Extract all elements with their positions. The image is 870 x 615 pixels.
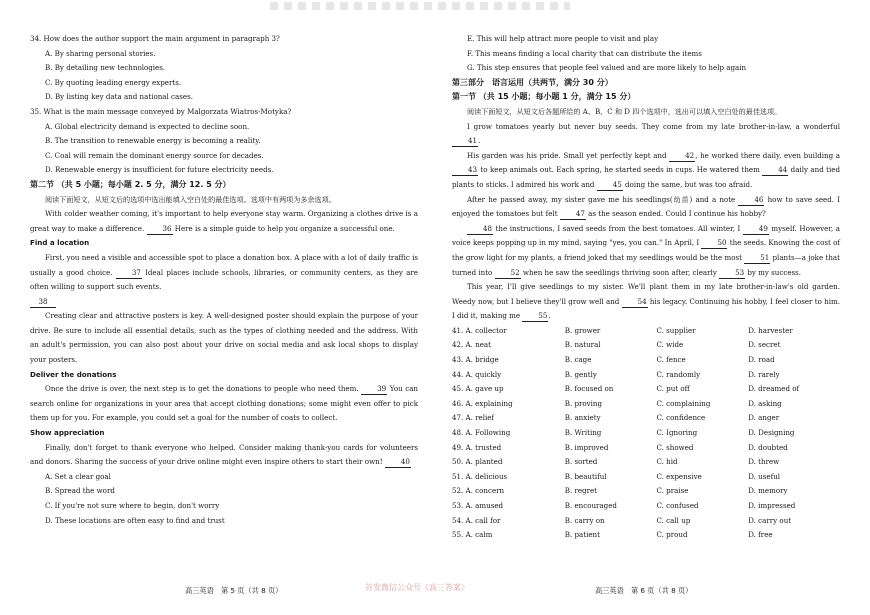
cloze-options-table bbox=[452, 324, 840, 543]
cloze-option[interactable]: B. anxiety bbox=[564, 413, 601, 423]
watermark-text: 首发微信公众号《高三答案》 bbox=[365, 583, 469, 592]
paragraph-appreciation: Finally, don't forget to thank everyone who helped. Consider making thank-you cards for volunteers and donors. Sharing the success of your drive online might even inspire others to start their own! 40 bbox=[30, 442, 418, 467]
part-3-title: 第三部分 语言运用（共两节，满分 30 分） bbox=[452, 77, 613, 87]
cloze-option-row bbox=[452, 528, 840, 543]
cloze-option[interactable]: D. doubted bbox=[748, 442, 788, 452]
cloze-option[interactable]: B. natural bbox=[564, 340, 601, 350]
blank-44[interactable]: 44 bbox=[762, 164, 788, 176]
blank-43[interactable]: 43 bbox=[452, 164, 478, 176]
choice-option: A. Set a clear goal bbox=[45, 471, 111, 481]
cloze-option[interactable]: C. proud bbox=[656, 530, 688, 540]
blank-37[interactable]: 37 bbox=[116, 267, 142, 279]
cloze-option[interactable]: B. beautiful bbox=[564, 471, 607, 481]
blank-41[interactable]: 41 bbox=[452, 135, 478, 147]
cloze-option[interactable]: B. proving bbox=[564, 398, 603, 408]
cloze-option[interactable]: D. memory bbox=[748, 486, 788, 496]
choice-option: F. This means finding a local charity that can distribute the items bbox=[467, 48, 702, 58]
cloze-option[interactable]: 54. A. call for bbox=[452, 515, 501, 525]
blank-50[interactable]: 50 bbox=[701, 237, 727, 249]
blank-48[interactable]: 48 bbox=[467, 223, 493, 235]
question-35-stem: 35. What is the main message conveyed by Malgorzata Wiatros-Motyka? bbox=[30, 106, 292, 116]
cloze-option[interactable]: C. wide bbox=[656, 340, 684, 350]
cloze-option[interactable]: C. praise bbox=[656, 486, 689, 496]
cloze-option[interactable]: 48. A. Following bbox=[452, 428, 511, 438]
cloze-option-row bbox=[452, 324, 840, 339]
cloze-option[interactable]: D. useful bbox=[748, 471, 781, 481]
cloze-option[interactable]: D. secret bbox=[748, 340, 781, 350]
question-34-option: B. By detailing new technologies. bbox=[45, 63, 166, 73]
choice-option: G. This step ensures that people feel valued and are more likely to help again bbox=[467, 63, 747, 73]
choice-option: C. If you're not sure where to begin, don't worry bbox=[45, 501, 220, 510]
choice-option: B. Spread the word bbox=[45, 486, 115, 496]
blank-39[interactable]: 39 bbox=[361, 383, 387, 395]
cloze-option[interactable]: C. complaining bbox=[656, 398, 711, 408]
section-2-title: 第二节 （共 5 小题；每小题 2. 5 分，满分 12. 5 分） bbox=[30, 179, 231, 189]
blank-51[interactable]: 51 bbox=[744, 252, 770, 264]
blank-54[interactable]: 54 bbox=[622, 296, 648, 308]
cloze-option[interactable]: B. regret bbox=[564, 486, 598, 496]
cloze-option[interactable]: 53. A. amused bbox=[452, 501, 504, 510]
cloze-option[interactable]: B. sorted bbox=[564, 457, 598, 467]
story-paragraph-1: I grow tomatoes yearly but never buy seeds. They come from my late brother-in-law, a wonderful 41. bbox=[452, 120, 840, 149]
cloze-option[interactable]: 43. A. bridge bbox=[452, 355, 499, 365]
cloze-option[interactable]: C. confused bbox=[656, 501, 699, 510]
section-1-title: 第一节 （共 15 小题；每小题 1 分，满分 15 分） bbox=[452, 92, 636, 102]
paragraph-deliver: Once the drive is over, the next step is to get the donations to people who need them. 39 You can search online for organizations in your area that accept clothing donations; some might even offer to pick them up for you. For example, you could set a goal for the number of coats to collect. bbox=[30, 384, 418, 423]
cloze-option[interactable]: 50. A. planted bbox=[452, 457, 503, 467]
cloze-option[interactable]: B. grower bbox=[564, 325, 601, 335]
heading-deliver-donations: Deliver the donations bbox=[30, 369, 117, 379]
cloze-option[interactable]: C. expensive bbox=[656, 471, 702, 481]
cloze-option[interactable]: C. hid bbox=[656, 457, 678, 467]
question-34-option: C. By quoting leading energy experts. bbox=[45, 77, 182, 87]
cloze-option[interactable]: C. Ignoring bbox=[656, 428, 698, 438]
cloze-option[interactable]: B. focused on bbox=[564, 384, 614, 394]
page-footer-right: 高三英语 第 6 页（共 8 页） bbox=[595, 586, 693, 595]
blank-45[interactable]: 45 bbox=[597, 179, 623, 191]
right-column bbox=[452, 32, 840, 543]
blank-46[interactable]: 46 bbox=[738, 194, 764, 206]
blank-47[interactable]: 47 bbox=[560, 208, 586, 220]
cloze-option-row bbox=[452, 368, 840, 383]
heading-show-appreciation: Show appreciation bbox=[30, 428, 105, 438]
cloze-option-row bbox=[452, 441, 840, 456]
cloze-option-row bbox=[452, 426, 840, 441]
cloze-option[interactable]: C. supplier bbox=[656, 325, 696, 335]
cloze-option[interactable]: B. carry on bbox=[564, 515, 605, 525]
blank-52[interactable]: 52 bbox=[495, 267, 521, 279]
cloze-option-row bbox=[452, 455, 840, 470]
blank-36[interactable]: 36 bbox=[147, 223, 173, 235]
cloze-option[interactable]: 52. A. concern bbox=[452, 486, 505, 496]
story-paragraph-5: This year, I'll give seedlings to my sister. We'll plant them in my late brother-in-law's old garden. Weedy now, but I believe they'll grow well and 54 his legacy. Continuing his hobby, I feel closer to him. I did it, making me 55. bbox=[452, 282, 840, 321]
cloze-option-row bbox=[452, 338, 840, 353]
cloze-option[interactable]: 46. A. explaining bbox=[452, 398, 513, 408]
cloze-option[interactable]: C. randomly bbox=[656, 369, 701, 379]
cloze-option[interactable]: D. dreamed of bbox=[748, 384, 800, 394]
cloze-option[interactable]: 51. A. delicious bbox=[452, 471, 508, 481]
question-35-option: B. The transition to renewable energy is becoming a reality. bbox=[45, 136, 261, 146]
cloze-option[interactable]: C. call up bbox=[656, 515, 691, 525]
cloze-option[interactable]: 44. A. quickly bbox=[452, 369, 502, 379]
cloze-option[interactable]: D. rarely bbox=[748, 369, 780, 379]
question-34-stem: 34. How does the author support the main argument in paragraph 3? bbox=[30, 34, 280, 43]
cloze-option[interactable]: D. Designing bbox=[748, 428, 795, 438]
passage-intro: With colder weather coming, it's important to help everyone stay warm. Organizing a clothes drive is a great way to make a difference. 36 Here is a simple guide to help you organize a successful one. bbox=[30, 209, 418, 233]
paragraph-posters: Creating clear and attractive posters is key. A well-designed poster should explain the purpose of your drive. Be sure to include all essential details, such as the types of clothing needed and the address. With an adult's permission, you can also post about your drive on social media and ask local shops to display your posters. bbox=[30, 311, 418, 365]
blank-49[interactable]: 49 bbox=[743, 223, 769, 235]
paragraph-location: First, you need a visible and accessible spot to place a donation box. A place with a lot of daily traffic is usually a good choice. 37 Ideal places include schools, libraries, or community centers, as they are often willing to support such events. bbox=[30, 252, 418, 292]
cloze-option[interactable]: B. improved bbox=[564, 442, 609, 452]
cloze-option-row bbox=[452, 411, 840, 426]
question-35-option: C. Coal will remain the dominant energy source for decades. bbox=[45, 150, 264, 160]
section-2-instructions: 阅读下面短文，从短文后的选项中选出能填入空白处的最佳选项。选项中有两项为多余选项。 bbox=[45, 194, 336, 204]
blank-42[interactable]: 42 bbox=[669, 150, 695, 162]
cloze-option[interactable]: D. road bbox=[748, 355, 775, 365]
heading-find-location: Find a location bbox=[30, 238, 90, 248]
cloze-option[interactable]: B. gently bbox=[564, 369, 597, 379]
cloze-option[interactable]: B. cage bbox=[564, 355, 592, 365]
cloze-option[interactable]: 49. A. trusted bbox=[452, 442, 502, 452]
cloze-option-row bbox=[452, 470, 840, 485]
story-paragraph-3: After he passed away, my sister gave me his seedlings(幼苗) and a note 46 how to save seed. I enjoyed the tomatoes but felt 47 as the season ended. Could I continue his hobby? bbox=[452, 194, 840, 219]
blank-55[interactable]: 55 bbox=[522, 310, 548, 322]
cloze-option[interactable]: 47. A. relief bbox=[452, 413, 495, 423]
cloze-option[interactable]: D. carry out bbox=[748, 515, 792, 525]
question-34-option: A. By sharing personal stories. bbox=[45, 48, 156, 58]
choice-option: D. These locations are often easy to find and trust bbox=[45, 515, 225, 525]
question-35-option: A. Global electricity demand is expected to decline soon. bbox=[45, 121, 250, 131]
left-column bbox=[30, 32, 418, 528]
cloze-option-row bbox=[452, 514, 840, 529]
cloze-option[interactable]: 42. A. neat bbox=[452, 340, 492, 350]
cloze-option-row bbox=[452, 499, 840, 514]
story-paragraph-4: 48 the instructions, I saved seeds from the best tomatoes. All winter, I 49 myself. However, a voice keeps popping up in my mind, saying "yes, you can." In April, I 50 the seeds. Knowing the cost of the grow light for my plants, a friend joked that my seedlings would be the most 51 plants—a joke that turned into 52 when he saw the seedlings thriving soon after, clearly 53 by my success. bbox=[452, 223, 841, 277]
cloze-option[interactable]: C. put off bbox=[656, 384, 690, 394]
scan-header-artifact bbox=[270, 2, 570, 10]
story-paragraph-2: His garden was his pride. Small yet perfectly kept and 42, he worked there daily, even building a 43 to keep animals out. Each spring, he started seeds in cups. He watered them 44 daily and tied plants to sticks. I admired his work and 45 doing the same, but was too afraid. bbox=[452, 150, 840, 189]
cloze-option[interactable]: D. asking bbox=[748, 398, 782, 408]
cloze-option[interactable]: D. impressed bbox=[748, 501, 796, 510]
cloze-option[interactable]: D. harvester bbox=[748, 325, 793, 335]
blank-40[interactable]: 40 bbox=[385, 456, 411, 468]
cloze-option-row bbox=[452, 382, 840, 397]
cloze-option[interactable]: D. anger bbox=[748, 413, 780, 423]
cloze-option[interactable]: D. threw bbox=[748, 457, 780, 467]
cloze-option[interactable]: C. fence bbox=[656, 355, 686, 365]
cloze-option[interactable]: B. encouraged bbox=[564, 501, 617, 510]
cloze-option[interactable]: 41. A. collector bbox=[452, 325, 507, 335]
cloze-option-row bbox=[452, 353, 840, 368]
question-35-option: D. Renewable energy is insufficient for future electricity needs. bbox=[45, 165, 274, 175]
cloze-option[interactable]: B. patient bbox=[564, 530, 600, 540]
section-1-instructions: 阅读下面短文，从短文后各题所给的 A、B、C 和 D 四个选项中，选出可以填入空白处的最佳选项。 bbox=[467, 106, 782, 116]
heading-blank-38 bbox=[30, 295, 418, 310]
blank-53[interactable]: 53 bbox=[719, 267, 745, 279]
cloze-option[interactable]: C. confidence bbox=[656, 413, 706, 423]
cloze-option[interactable]: D. free bbox=[748, 530, 773, 540]
blank-38[interactable]: 38 bbox=[30, 296, 56, 308]
cloze-option-row bbox=[452, 397, 840, 412]
page-footer-left: 高三英语 第 5 页（共 8 页） bbox=[185, 586, 283, 595]
question-34-option: D. By listing key data and national cases. bbox=[45, 92, 193, 102]
cloze-option[interactable]: 45. A. gave up bbox=[452, 384, 504, 394]
cloze-option[interactable]: C. showed bbox=[656, 442, 694, 452]
choice-option: E. This will help attract more people to visit and play bbox=[467, 34, 659, 43]
cloze-option-row bbox=[452, 484, 840, 499]
cloze-option[interactable]: 55. A. calm bbox=[452, 530, 493, 540]
cloze-option[interactable]: B. Writing bbox=[564, 428, 602, 438]
